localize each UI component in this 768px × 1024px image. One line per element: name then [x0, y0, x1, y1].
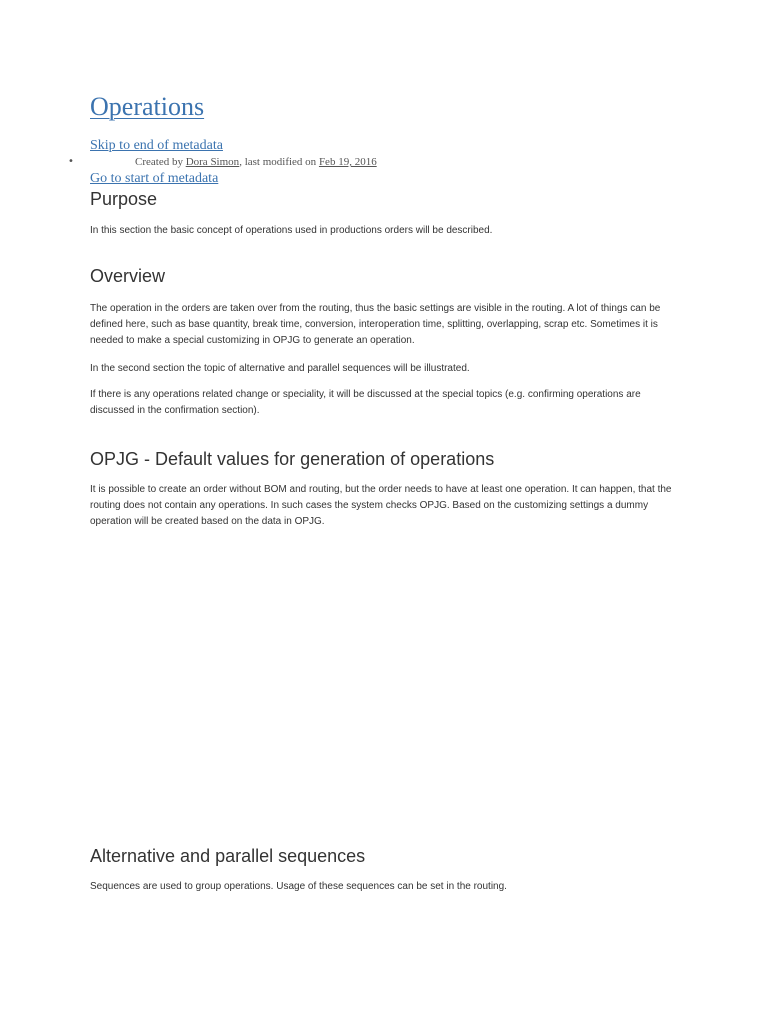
alternative-sequences-text: Sequences are used to group operations. Usage of these sequences can be set in the routing. [90, 881, 507, 892]
list-bullet: • [68, 156, 74, 167]
modified-date-link[interactable]: Feb 19, 2016 [318, 156, 377, 168]
purpose-heading: Purpose [90, 189, 158, 209]
go-to-start-of-metadata-link[interactable]: Go to start of metadata [90, 171, 219, 186]
overview-paragraph-2: In the second section the topic of alternative and parallel sequences will be illustrated. [90, 363, 470, 374]
opjg-text: It is possible to create an order without BOM and routing, but the order needs to have at least one operation. It can happen, that the routing does not contain any operations. In such cases the system checks OPJG. Based on the customizing settings a dummy operation will be created based on the data in OPJG. [90, 484, 672, 527]
alternative-sequences-heading: Alternative and parallel sequences [90, 846, 366, 866]
page-metadata [135, 156, 377, 168]
purpose-text: In this section the basic concept of operations used in productions orders will be described. [90, 225, 493, 236]
opjg-heading: OPJG - Default values for generation of operations [90, 449, 495, 469]
overview-paragraph-1: The operation in the orders are taken over from the routing, thus the basic settings are visible in the routing. A lot of things can be defined here, such as base quantity, break time, conversion, interoperation time, splitting, overlapping, scrap etc. Sometimes it is needed to make a special customizing in OPJG to generate an operation. [90, 303, 661, 346]
overview-paragraph-3: If there is any operations related change or speciality, it will be discussed at the special topics (e.g. confirming operations are discussed in the confirmation section). [90, 389, 641, 416]
skip-to-end-of-metadata-link[interactable]: Skip to end of metadata [90, 138, 223, 153]
modified-label: , last modified on [239, 156, 319, 168]
author-link[interactable]: Dora Simon [185, 156, 240, 168]
overview-heading: Overview [90, 266, 166, 286]
created-by-label: Created by [135, 156, 186, 168]
page-title[interactable]: Operations [90, 92, 205, 121]
